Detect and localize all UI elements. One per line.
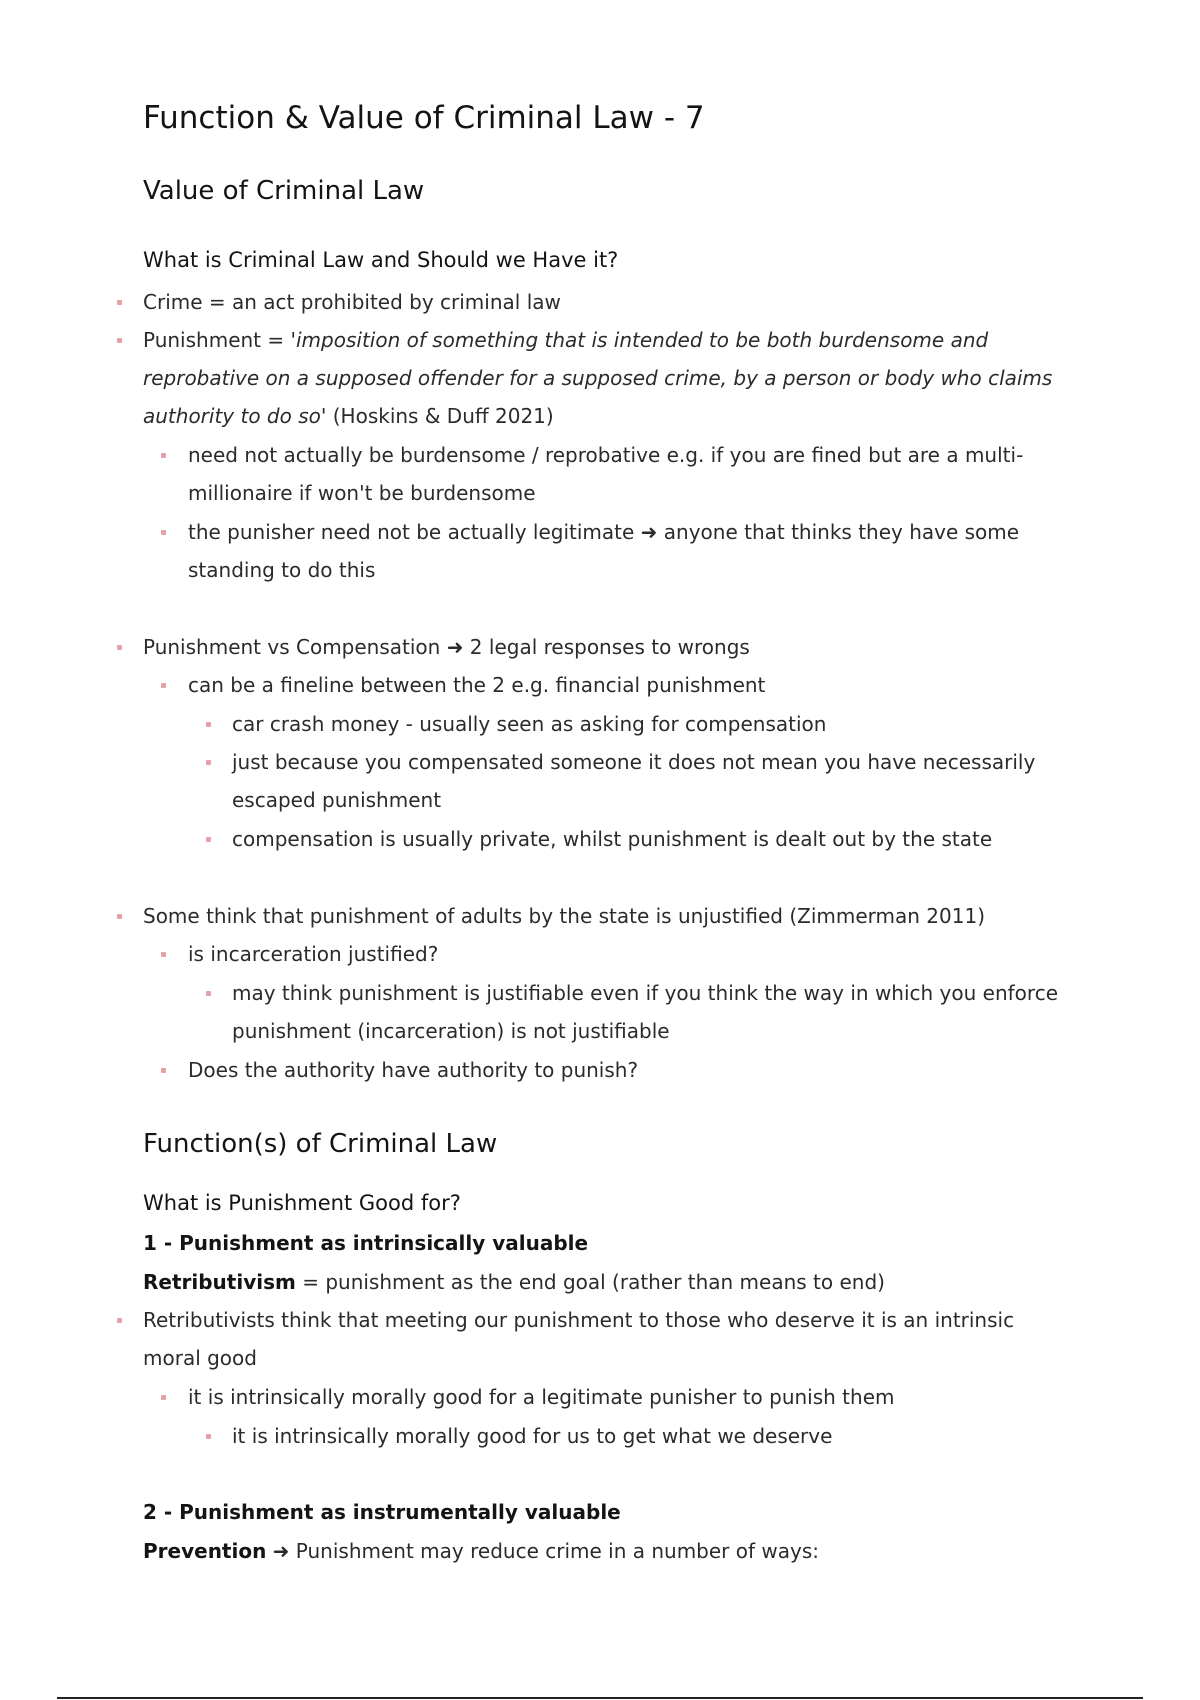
bullet-marker bbox=[161, 1068, 166, 1073]
list-item-retributivists: Retributivists think that meeting our punishment to those who deserve it is an intrinsic bbox=[143, 1308, 1015, 1332]
bullet-marker bbox=[117, 645, 122, 650]
list-item-legitimate-punisher: it is intrinsically morally good for a legitimate punisher to punish them bbox=[188, 1385, 895, 1409]
punishment-quote-line1: 'imposition of something that is intended to be both burdensome and bbox=[290, 328, 989, 352]
punishment-quote-end: authority to do so' bbox=[143, 404, 327, 428]
heading-instrumental: 2 - Punishment as instrumentally valuable bbox=[143, 1500, 621, 1524]
prevention-term: Prevention bbox=[143, 1539, 267, 1563]
punishment-prefix: Punishment = bbox=[143, 328, 291, 352]
bullet-marker bbox=[161, 453, 166, 458]
list-item-compensated: just because you compensated someone it does not mean you have necessarily bbox=[232, 750, 1036, 774]
bullet-marker bbox=[117, 338, 122, 343]
bullet-marker bbox=[117, 1318, 122, 1323]
list-item-fineline: can be a fineline between the 2 e.g. financial punishment bbox=[188, 673, 766, 697]
retributivism-definition bbox=[143, 1268, 885, 1296]
list-item-burdensome-cont: millionaire if won't be burdensome bbox=[188, 481, 536, 505]
section-heading-value: Value of Criminal Law bbox=[143, 176, 425, 206]
list-item-retributivists-cont: moral good bbox=[143, 1346, 257, 1370]
bullet-marker bbox=[161, 1395, 166, 1400]
punishment-quote-line2: reprobative on a supposed offender for a supposed crime, by a person or body who claims bbox=[143, 366, 1053, 390]
page-bottom-rule bbox=[57, 1697, 1143, 1699]
list-item-legitimate-cont: standing to do this bbox=[188, 558, 376, 582]
list-item-legitimate: the punisher need not be actually legitimate ➜ anyone that thinks they have some bbox=[188, 520, 1020, 544]
subheading-what-is-criminal-law: What is Criminal Law and Should we Have it? bbox=[143, 248, 619, 272]
list-item-punishment bbox=[143, 326, 988, 354]
list-item-punishment-vs-compensation: Punishment vs Compensation ➜ 2 legal responses to wrongs bbox=[143, 635, 750, 659]
list-item-car-crash: car crash money - usually seen as asking for compensation bbox=[232, 712, 827, 736]
bullet-marker bbox=[117, 300, 122, 305]
list-item-crime: Crime = an act prohibited by criminal law bbox=[143, 290, 561, 314]
prevention-text: ➜ Punishment may reduce crime in a number of ways: bbox=[266, 1539, 820, 1563]
list-item-incarceration: is incarceration justified? bbox=[188, 942, 439, 966]
bullet-marker bbox=[206, 991, 211, 996]
list-item-compensated-cont: escaped punishment bbox=[232, 788, 442, 812]
list-item-unjustified: Some think that punishment of adults by the state is unjustified (Zimmerman 2011) bbox=[143, 904, 985, 928]
bullet-marker bbox=[161, 952, 166, 957]
list-item-authority: Does the authority have authority to punish? bbox=[188, 1058, 639, 1082]
list-item-justifiable: may think punishment is justifiable even if you think the way in which you enforce bbox=[232, 981, 1059, 1005]
punishment-quote-line3 bbox=[143, 402, 554, 430]
section-heading-functions: Function(s) of Criminal Law bbox=[143, 1129, 498, 1159]
document-title: Function & Value of Criminal Law - 7 bbox=[143, 100, 705, 136]
heading-intrinsic: 1 - Punishment as intrinsically valuable bbox=[143, 1231, 589, 1255]
subheading-punishment-good-for: What is Punishment Good for? bbox=[143, 1191, 461, 1215]
bullet-marker bbox=[117, 914, 122, 919]
bullet-marker bbox=[206, 760, 211, 765]
list-item-burdensome: need not actually be burdensome / reprobative e.g. if you are fined but are a multi- bbox=[188, 443, 1024, 467]
bullet-marker bbox=[161, 530, 166, 535]
bullet-marker bbox=[206, 722, 211, 727]
retributivism-text: = punishment as the end goal (rather than means to end) bbox=[295, 1270, 885, 1294]
bullet-marker bbox=[206, 837, 211, 842]
punishment-citation: (Hoskins & Duff 2021) bbox=[326, 404, 554, 428]
prevention-definition bbox=[143, 1537, 819, 1565]
list-item-justifiable-cont: punishment (incarceration) is not justifiable bbox=[232, 1019, 670, 1043]
bullet-marker bbox=[206, 1434, 211, 1439]
list-item-deserve: it is intrinsically morally good for us to get what we deserve bbox=[232, 1424, 833, 1448]
list-item-private: compensation is usually private, whilst punishment is dealt out by the state bbox=[232, 827, 993, 851]
bullet-marker bbox=[161, 683, 166, 688]
retributivism-term: Retributivism bbox=[143, 1270, 296, 1294]
